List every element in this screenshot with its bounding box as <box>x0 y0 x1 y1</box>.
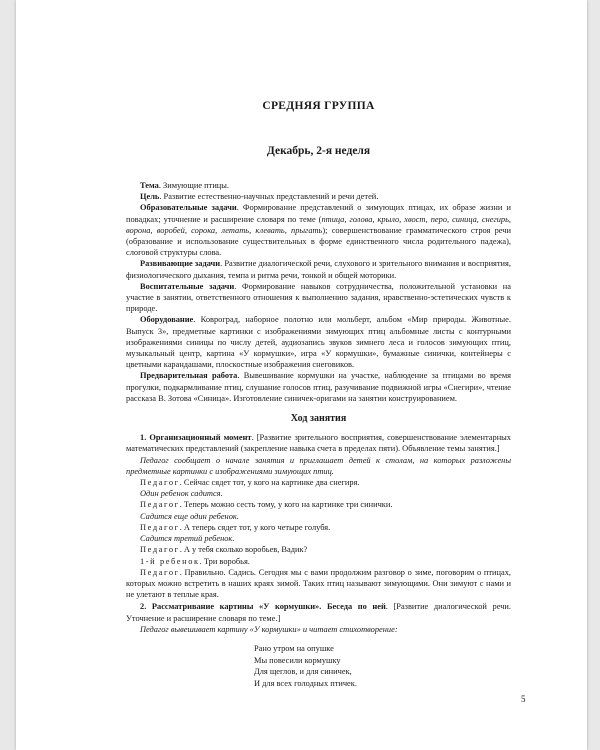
equipment-paragraph <box>126 314 511 370</box>
poem-line: И для всех голодных птичек. <box>254 678 357 688</box>
speech-text: . А теперь сядет тот, у кого четыре голубя. <box>179 522 331 532</box>
poem-line: Рано утром на опушке <box>254 643 334 653</box>
dev-text: . Развитие диалогической речи, слухового и зрительного внимания и восприятия, физиологического дыхания, темпа и ритма речи, тонкой и общей моторики. <box>126 259 511 280</box>
upb-text: . Формирование навыков сотрудничества, положительной установки на участие в занятии, ответственного отношения к выполнению задания, нравственно-эстетических чувств к природе. <box>126 281 511 314</box>
edu-text-1: . Формирование представлений о зимующих птицах, их образе жизни и повадках; уточнение и расширение словаря по теме ( <box>126 203 511 224</box>
prep-text: . Вывешивание кормушки на участке, наблюдение за птицами во время прогулки, подкармливание птиц, слушание голосов птиц, разучивание подвижной игры «Снегири», чтение рассказа В. Зотова «Синица». Изготовление синичек-оригами на занятии конструированием. <box>126 371 511 403</box>
speech-text: . Правильно. Садись. Сегодня мы с вами продолжим разговор о зиме, поговорим о птицах, которых можно встретить в наших краях зимой. Таких птиц называют зимующими. Они зимуют с нами и не улетают в теплые края. <box>126 567 511 600</box>
step1-note: Педагог сообщает о начале занятия и приглашает детей к столам, на которых разложены предметные картинки с изображениями зимующих птиц. <box>126 455 511 476</box>
stage-direction: Один ребенок садится. <box>140 489 223 499</box>
equipment-label: Оборудование <box>140 315 194 325</box>
step1-text: . [Развитие зрительного восприятия, совершенствование элементарных математических представлений (закрепление навыка счета в пределах пяти). Объявление темы занятия.] <box>126 433 511 454</box>
step1-label: 1. Организационный момент <box>140 433 252 443</box>
prep-paragraph <box>126 370 511 404</box>
speaker-name: 1-й ребенок <box>140 556 200 566</box>
dialog-line <box>126 522 511 533</box>
dev-label: Развивающие задачи <box>140 259 221 269</box>
theme-text: . Зимующие птицы. <box>158 181 230 190</box>
poem-line: Мы повесили кормушку <box>254 655 341 665</box>
goal-label: Цель <box>140 192 160 202</box>
edu-words: птица, голова, крыло, хвост, перо, синица, снегирь, ворона, воробей, сорока, летать, клевать, прыгать <box>126 214 512 235</box>
poem <box>254 643 511 689</box>
course-heading: Ход занятия <box>290 413 347 425</box>
speaker-name: Педагог <box>140 567 180 577</box>
edu-paragraph <box>126 202 511 258</box>
speech-text: . Сейчас сядет тот, у кого на картинке два снегиря. <box>179 478 360 488</box>
week-subtitle: Декабрь, 2-я неделя <box>266 145 371 157</box>
page-number: 5 <box>521 694 526 704</box>
step2-label: 2. Рассматривание картины «У кормушки». Беседа по ней <box>140 602 386 612</box>
stage-direction: Садится еще один ребенок. <box>140 511 239 521</box>
goal-paragraph <box>126 191 511 202</box>
dialog-line <box>126 567 511 601</box>
dialog-line <box>126 556 511 567</box>
dialog-line <box>126 544 511 555</box>
lesson-body <box>126 180 511 689</box>
step1-paragraph <box>126 432 511 454</box>
goal-text: . Развитие естественно-научных представлений и речи детей. <box>159 192 379 202</box>
step2-note: Педагог вывешивает картину «У кормушки» и читает стихотворение: <box>140 624 398 634</box>
dialog-line <box>126 499 511 510</box>
stage-direction: Садится третий ребенок. <box>140 534 235 544</box>
edu-text-2: ); совершенствование грамматического строя речи (образование и использование существительных в форме единственного числа родительного падежа), слоговой структуры слова. <box>126 225 511 258</box>
speaker-name: Педагог <box>140 478 180 488</box>
speech-text: . Теперь можно сесть тому, у кого на картинке три синички. <box>179 500 393 510</box>
edu-label: Образовательные задачи <box>140 203 237 213</box>
speaker-name: Педагог <box>140 522 180 532</box>
document-page <box>16 0 587 750</box>
upb-paragraph <box>126 281 511 315</box>
theme-paragraph <box>126 180 511 191</box>
poem-line: Для щеглов, и для синичек, <box>254 667 352 677</box>
speaker-name: Педагог <box>140 500 180 510</box>
section-title: СРЕДНЯЯ ГРУППА <box>262 100 375 112</box>
theme-label: Тема <box>140 181 159 190</box>
step2-text: . [Развитие диалогической речи. Уточнение и расширение словаря по теме.] <box>126 602 511 623</box>
speech-text: . А у тебя сколько воробьев, Вадик? <box>179 545 308 555</box>
speech-text: . Три воробья. <box>199 556 250 566</box>
dev-paragraph <box>126 258 511 280</box>
speaker-name: Педагог <box>140 545 180 555</box>
dialog-line <box>126 477 511 488</box>
upb-label: Воспитательные задачи <box>140 281 235 291</box>
step2-paragraph <box>126 601 511 623</box>
prep-label: Предварительная работа <box>140 371 238 381</box>
equipment-text: . Ковроград, наборное полотно или мольберт, альбом «Мир природы. Животные. Выпуск 3», предметные картинки с изображениями зимующих птиц альбомные листы с контурными изображениями синицы по числу детей, аудиозапись звуков зимнего леса и голосов зимующих птиц, музыкальный центр, картина «У кормушки», игра «У кормушки», бумажные синички, контейнеры с цветными карандашами, плоскостные изображения снеговиков. <box>126 315 511 370</box>
